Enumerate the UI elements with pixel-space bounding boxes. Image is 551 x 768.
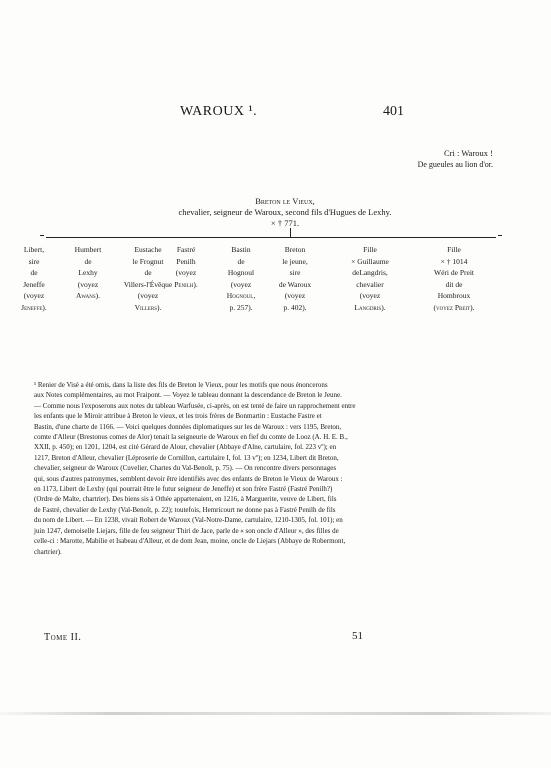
- child-fille-preit: Fille × † 1014 Wéri de Preit dit de Hombroux (voyez Preit).: [433, 245, 475, 312]
- footnote-line: — Comme nous l'exposerons aux notes du tableau Warfusée, ci-après, on est tenté de faire un rapprochement entre: [34, 401, 356, 410]
- child-humbert: Humbert de Lexhy (voyez Awans).: [74, 245, 102, 300]
- war-cry: Cri : Waroux !: [444, 148, 493, 158]
- child-eustache: Eustache le Frognut de Villers-l'Évêque (voyez Villers).: [123, 245, 173, 312]
- footnote-line: les enfants que le Miroir attribue à Breton le vieux, et les trois frères de Bonmartin : Eustache Fastre et: [34, 412, 322, 421]
- footer-volume: Tome II.: [44, 632, 82, 643]
- genealogy-root: [150, 196, 420, 229]
- footnote-line: aux Notes complémentaires, au mot Fraipont. — Voyez le tableau donnant la descendance de Breton le Jeune.: [34, 391, 342, 400]
- footnote-line: celle-ci : Marotte, Mabilie et Isabeau d'Alleur, et de dom Jean, moine, oncle de Liejars (Abbaye de Robermont,: [34, 537, 346, 546]
- footnote-line: de Fastré, chevalier de Lexhy (Val-Benoît, p. 22); toutefois, Hemricourt ne donne pas à Fastré Penilh de fils: [34, 505, 336, 514]
- page-number: 401: [383, 104, 404, 119]
- footnote-line: 1217, Breton d'Alleur, chevalier (Léproserie de Cornillon, cartulaire I, fol. 13 vº); en 1234, Libert dit Breton,: [34, 453, 339, 462]
- child-libert: Libert, sire de Jeneffe (voyez Jeneffe).: [21, 245, 47, 312]
- blazon: De gueules au lion d'or.: [417, 160, 493, 169]
- page-title: WAROUX ¹.: [180, 104, 258, 119]
- root-name: Breton le Vieux,: [255, 196, 315, 206]
- tree-stem: [290, 228, 291, 237]
- child-fille-langdris: Fille × Guillaume deLangdris, chevalier (voyez Langdris).: [351, 245, 389, 312]
- child-fastre: Fastré Penilh (voyez Penilh).: [174, 245, 198, 289]
- footnote-line: (Ordre de Malte, chartrier). Des biens sis à Othée appartenaient, en 1216, à Marguerite, veuve de Libert, fils: [34, 495, 337, 504]
- footer-signature: 51: [352, 630, 363, 642]
- footnote-line: chevalier, seigneur de Waroux (Cuvelier, Chartes du Val-Benoît, p. 75). — On rencontre divers personnages: [34, 464, 337, 473]
- footnote-line: chartrier).: [34, 547, 62, 556]
- scan-edge-shadow: [0, 712, 551, 715]
- footnote-line: juin 1247, demoiselle Liejars, fille de feu seigneur Thiri de Jace, parle de « son oncle d'Alleur », des filles de: [34, 526, 339, 535]
- child-bastin: Bastin de Hognoul (voyez Hognoul, p. 257).: [226, 245, 256, 312]
- root-title: chevalier, seigneur de Waroux, second fils d'Hugues de Lexhy.: [178, 207, 392, 217]
- footnote-line: en 1173, Libert de Lexhy (qui pourrait être le futur seigneur de Jeneffe) et son frère Fastré (Fastré Penilh?): [34, 485, 333, 494]
- child-breton-le-jeune: Breton le jeune, sire de Waroux (voyez p. 402).: [278, 245, 312, 312]
- footnote-line: du nom de Libert. — En 1238, vivait Robert de Waroux (Val-Notre-Dame, cartulaire, 1210-1305, fol. 101); en: [34, 516, 343, 525]
- tree-branch-line: [46, 237, 496, 238]
- war-cry-block: [418, 148, 493, 170]
- footnote: [34, 380, 522, 557]
- footnote-line: XXII, p. 450); en 1201, 1204, est cité Gérard de Alour, chevalier (Abbaye d'Alne, cartulaire, fol. 223 vº); en: [34, 443, 337, 452]
- footnote-line: qui, sous d'autres patronymes, semblent devoir être identifiés avec des enfants de Breton le Vieux de Waroux :: [34, 474, 343, 483]
- footnote-line: comte d'Alleur (Brestonus comes de Alor) tenait la seigneurie de Waroux en fief du comte de Looz (A. H. E. B.,: [34, 433, 348, 442]
- footnote-line: ¹ Renier de Visé a été omis, dans la liste des fils de Breton le Vieux, pour les motifs que nous énoncerons: [34, 381, 328, 389]
- footnote-line: Bastin, d'une charte de 1166. — Voici quelques données diplomatiques sur les de Waroux : vers 1195, Breton,: [34, 422, 342, 431]
- root-date: × † 771.: [270, 218, 300, 228]
